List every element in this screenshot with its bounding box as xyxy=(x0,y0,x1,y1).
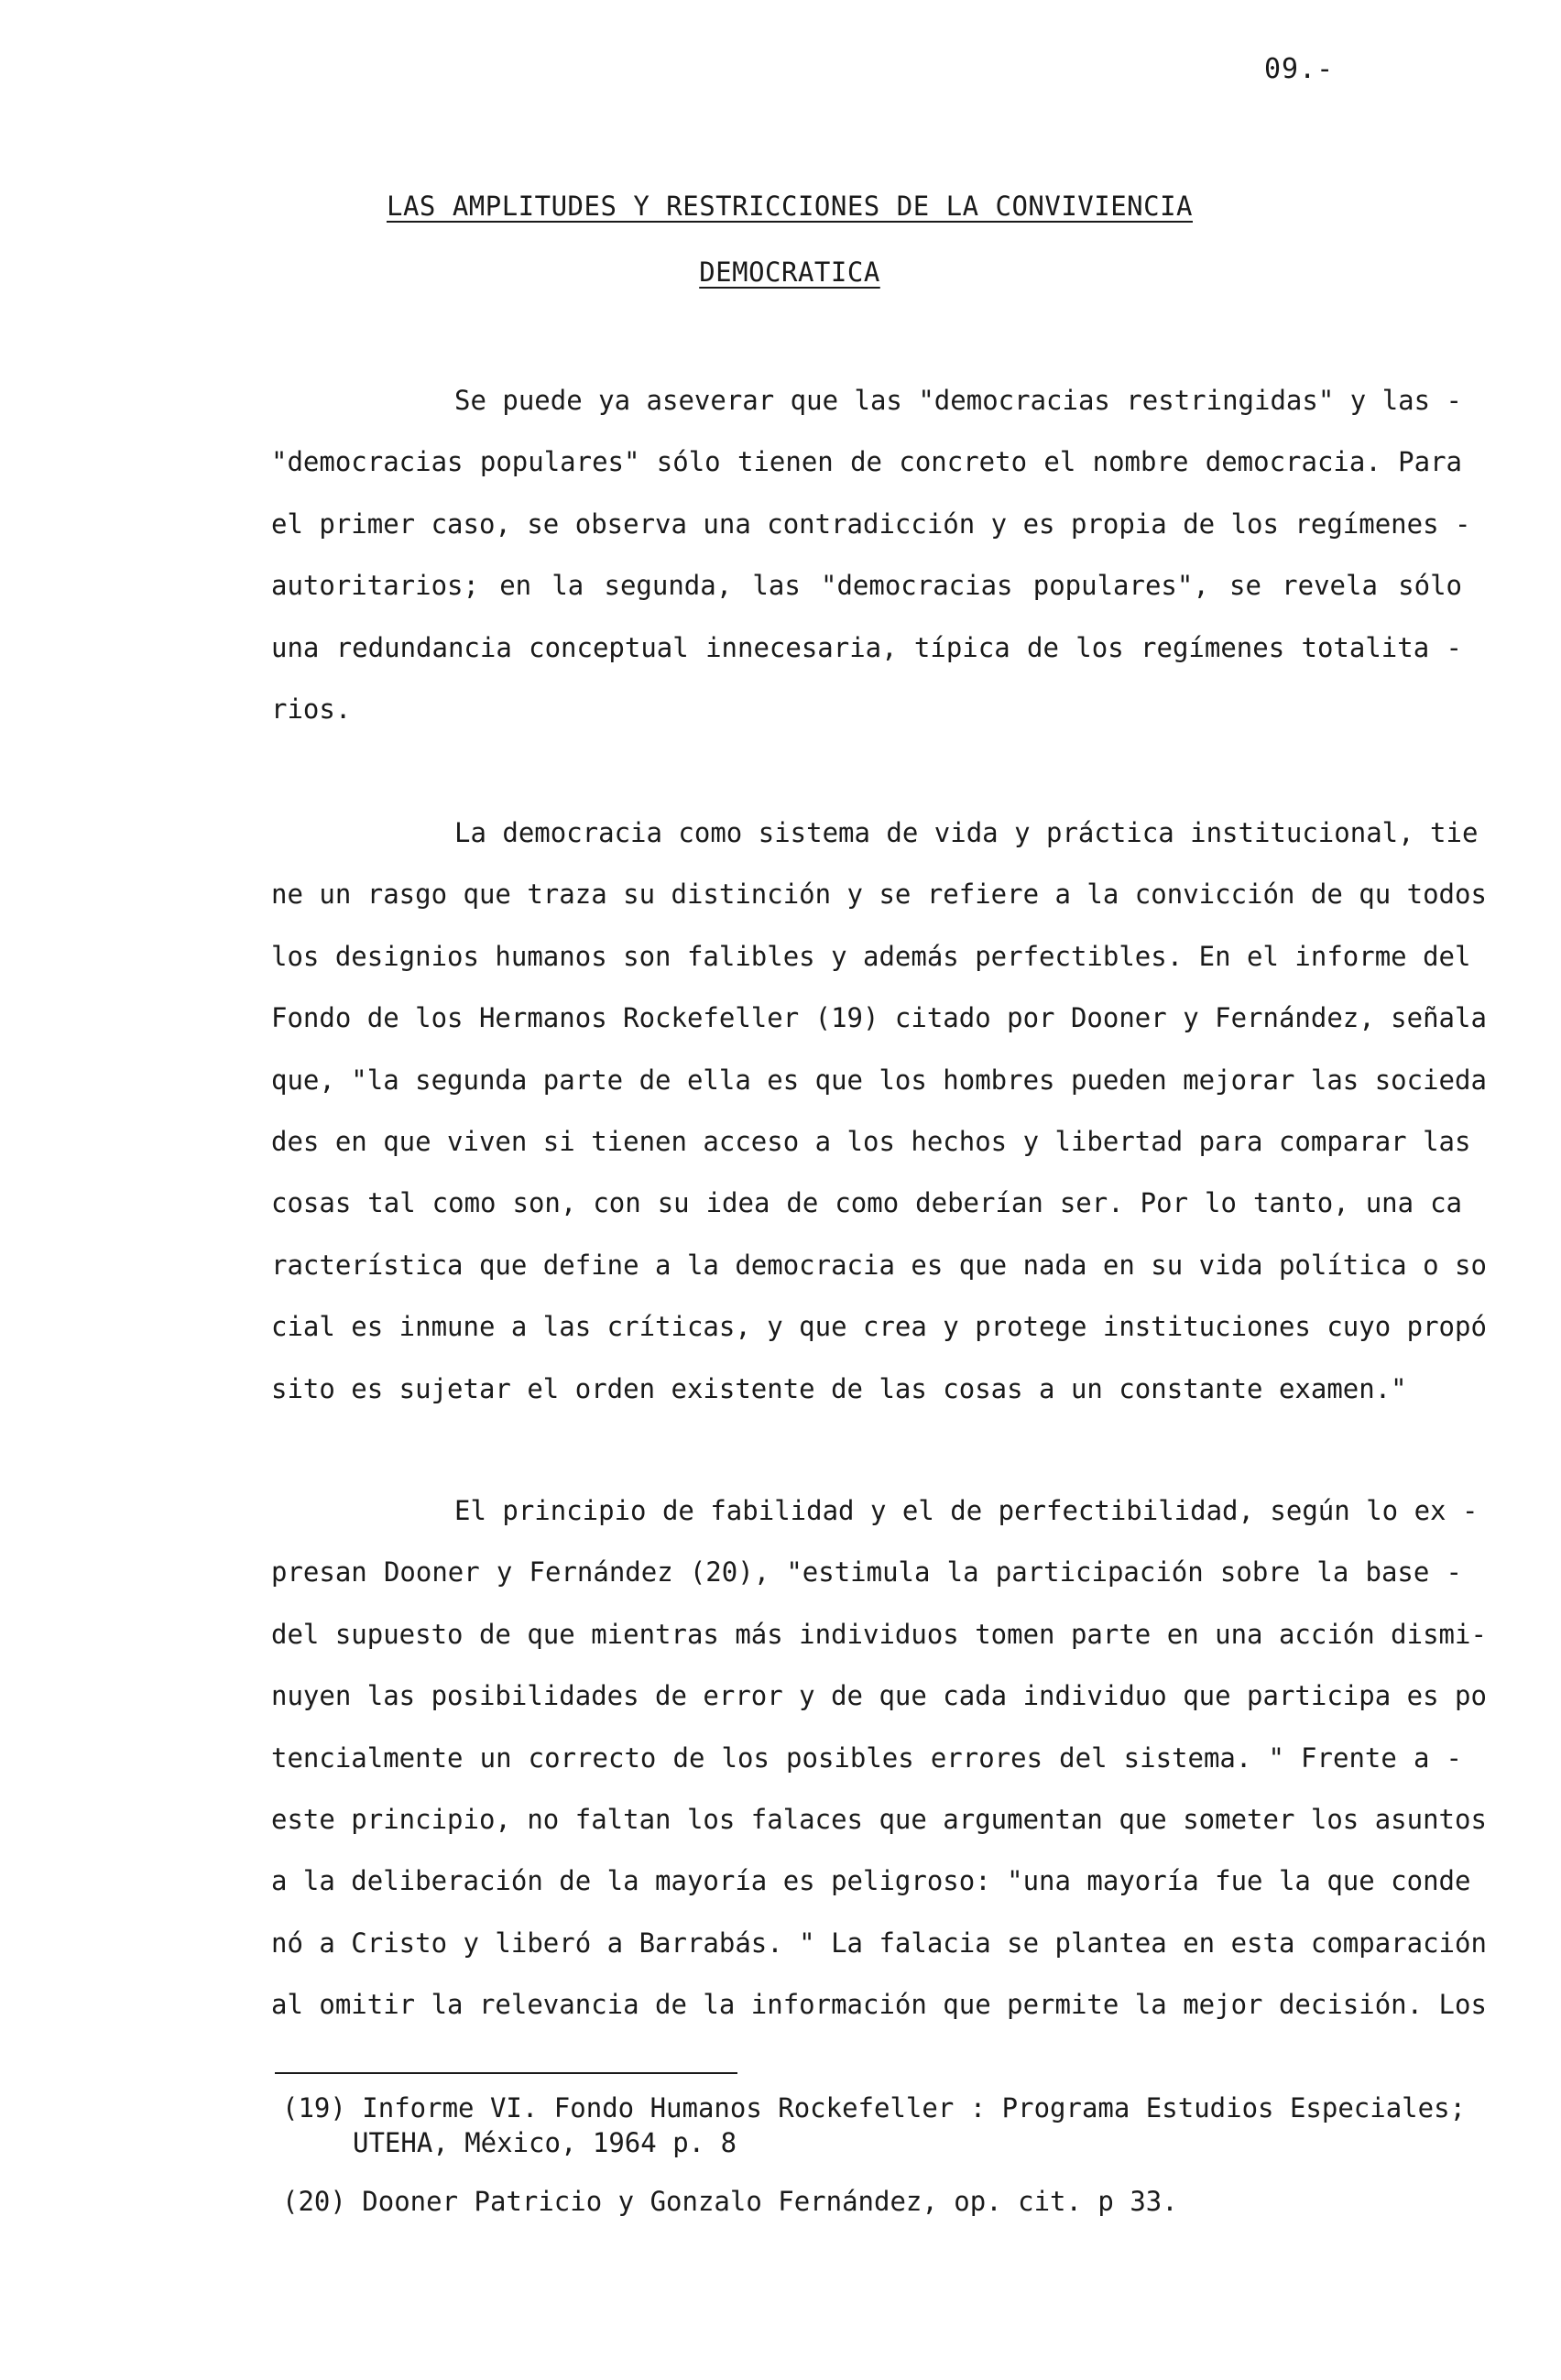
page-number: 09.- xyxy=(1264,53,1335,85)
paragraph-3-line: a la deliberación de la mayoría es peligroso: "una mayoría fue la que conde xyxy=(271,1865,1471,1897)
paragraph-2-line: ne un rasgo que traza su distinción y se refiere a la convicción de qu todos xyxy=(271,879,1487,911)
paragraph-3-line: El principio de fabilidad y el de perfectibilidad, según lo ex - xyxy=(454,1495,1479,1526)
footnote-20: (20) Dooner Patricio y Gonzalo Fernández, op. cit. p 33. xyxy=(282,2186,1178,2217)
paragraph-2-line: Fondo de los Hermanos Rockefeller (19) citado por Dooner y Fernández, señala xyxy=(271,1002,1487,1034)
paragraph-2-line: cial es inmune a las críticas, y que crea y protege instituciones cuyo propó xyxy=(271,1311,1487,1343)
paragraph-3-line: del supuesto de que mientras más individuos tomen parte en una acción dismi- xyxy=(271,1618,1487,1650)
paragraph-3 xyxy=(271,1480,1487,2036)
footnote-separator xyxy=(275,2072,737,2074)
paragraph-2-line: que, "la segunda parte de ella es que los hombres pueden mejorar las socieda xyxy=(271,1064,1487,1096)
paragraph-1-line: una redundancia conceptual innecesaria, típica de los regímenes totalita - xyxy=(271,631,1462,663)
paragraph-3-line: nó a Cristo y liberó a Barrabás. " La falacia se plantea en esta comparación xyxy=(271,1927,1487,1959)
paragraph-1-line: el primer caso, se observa una contradicción y es propia de los regímenes - xyxy=(271,508,1471,540)
paragraph-3-line: nuyen las posibilidades de error y de que cada individuo que participa es po xyxy=(271,1680,1487,1712)
paragraph-2-line: cosas tal como son, con su idea de como deberían ser. Por lo tanto, una ca xyxy=(271,1187,1462,1219)
paragraph-3-line: al omitir la relevancia de la información que permite la mejor decisión. Los xyxy=(271,1989,1487,2021)
paragraph-1-line: Se puede ya aseverar que las "democracias restringidas" y las - xyxy=(454,385,1462,416)
section-title-line-2: DEMOCRATICA xyxy=(699,257,880,288)
paragraph-1 xyxy=(271,370,1471,740)
paragraph-2-line: des en que viven si tienen acceso a los hechos y libertad para comparar las xyxy=(271,1126,1471,1158)
paragraph-3-line: este principio, no faltan los falaces que argumentan que someter los asuntos xyxy=(271,1804,1487,1836)
paragraph-1-line: "democracias populares" sólo tienen de concreto el nombre democracia. Para xyxy=(271,446,1462,478)
paragraph-1-line: autoritarios; en la segunda, las "democracias populares", se revela sólo xyxy=(271,570,1462,602)
paragraph-3-line: tencialmente un correcto de los posibles errores del sistema. " Frente a - xyxy=(271,1741,1462,1774)
footnote-19-line-2: UTEHA, México, 1964 p. 8 xyxy=(353,2127,737,2158)
paragraph-3-line: presan Dooner y Fernández (20), "estimula la participación sobre la base - xyxy=(271,1556,1462,1588)
paragraph-2-line: La democracia como sistema de vida y práctica institucional, tie xyxy=(454,817,1479,848)
paragraph-2 xyxy=(271,802,1487,1420)
paragraph-2-line: racterística que define a la democracia es que nada en su vida política o so xyxy=(271,1249,1487,1281)
paragraph-1-line: rios. xyxy=(271,693,352,726)
paragraph-2-line: sito es sujetar el orden existente de las cosas a un constante examen." xyxy=(271,1372,1407,1404)
footnote-19-line-1: (19) Informe VI. Fondo Humanos Rockefeller : Programa Estudios Especiales; xyxy=(282,2092,1467,2123)
section-title-line-1: LAS AMPLITUDES Y RESTRICCIONES DE LA CONVIVIENCIA xyxy=(386,191,1193,222)
paragraph-2-line: los designios humanos son falibles y además perfectibles. En el informe del xyxy=(271,940,1471,972)
